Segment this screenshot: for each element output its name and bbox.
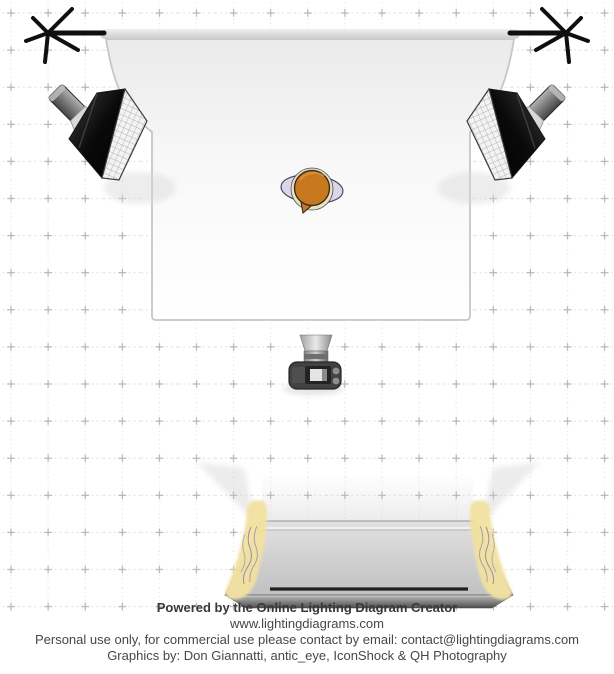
credits-line: Graphics by: Don Giannatti, antic_eye, IconShock & QH Photography	[107, 648, 507, 663]
lens-hood	[300, 335, 332, 351]
head-circle	[295, 171, 330, 206]
watermark-footer	[0, 600, 614, 664]
backdrop-crossbar	[100, 29, 520, 39]
license-line: Personal use only, for commercial use please contact by email: contact@lightingdiagrams.com	[34, 632, 580, 647]
panel-surface	[225, 521, 513, 595]
powered-by-line: Powered by the Online Lighting Diagram Creator	[156, 600, 458, 615]
website-line: www.lightingdiagrams.com	[230, 616, 384, 631]
